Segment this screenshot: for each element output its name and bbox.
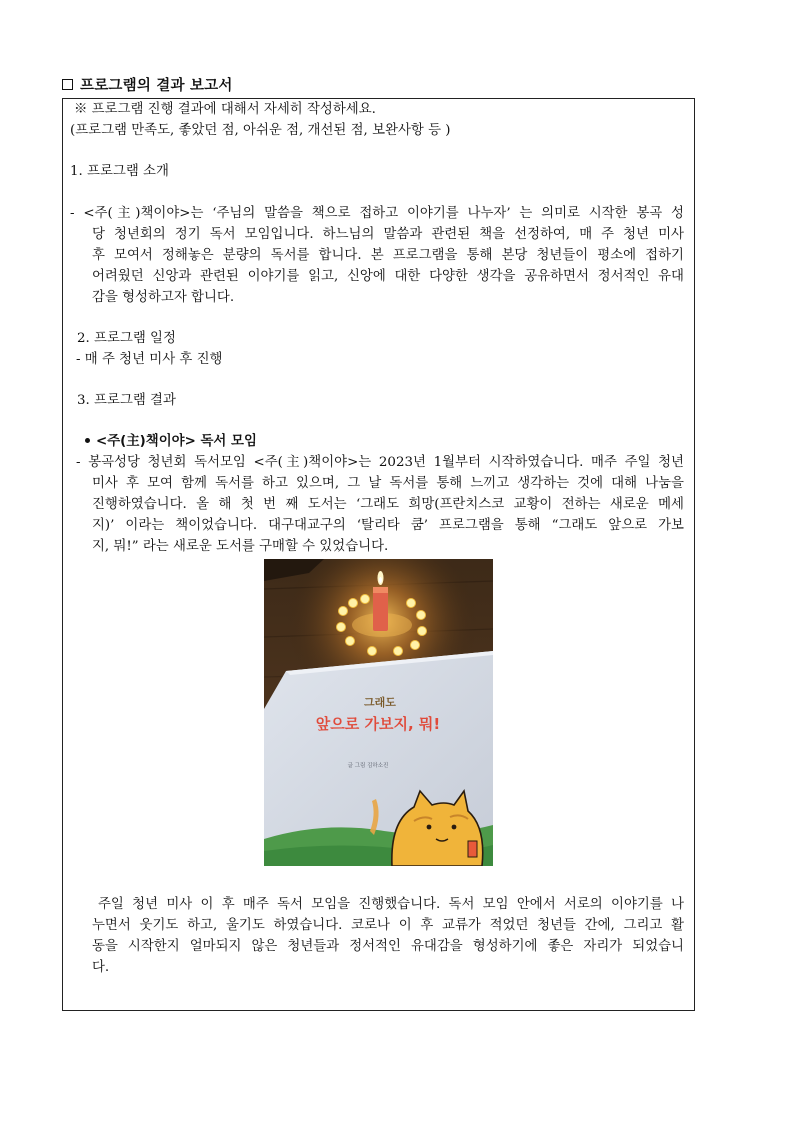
reading-meeting-photo: [264, 559, 493, 866]
bullet-icon: [85, 438, 90, 443]
instruction-line-1: ※ 프로그램 진행 결과에 대해서 자세히 작성하세요.: [74, 102, 376, 117]
section-heading-text: 프로그램의 결과 보고서: [80, 78, 233, 94]
section3-title: 3. 프로그램 결과: [77, 393, 176, 408]
section3-line-2: 미사 후 모여 함께 독서를 하고 있으며, 그 날 독서를 통해 느끼고 생각하는 것에 대해 나눔을: [92, 476, 684, 491]
section3-line-5: 지, 뭐!” 라는 새로운 도서를 구매할 수 있었습니다.: [92, 539, 389, 554]
section1-line-4: 어려웠던 신앙과 관련된 이야기를 읽고, 신앙에 대한 다양한 생각을 공유하면서 정서적인 유대: [92, 269, 684, 284]
instruction-line-2: (프로그램 만족도, 좋았던 점, 아쉬운 점, 개선된 점, 보완사항 등 ): [70, 123, 451, 138]
section3-bullet-text: <주(主)책이야> 독서 모임: [96, 434, 257, 449]
book-title-large: 앞으로 가보지, 뭐!: [315, 715, 441, 733]
section1-title: 1. 프로그램 소개: [70, 164, 169, 179]
book-title-small: 그래도: [364, 696, 396, 709]
closing-line-1: 주일 청년 미사 이 후 매주 독서 모임을 진행했습니다. 독서 모임 안에서 서로의 이야기를 나: [98, 897, 684, 912]
section1-line-1: - <주(主)책이야>는 ‘주님의 말씀을 책으로 접하고 이야기를 나누자’ 는 의미로 시작한 봉곡 성: [70, 206, 684, 221]
book-author: 글 그림 김하소진: [347, 763, 389, 769]
section3-line-4: 지)’ 이라는 책이었습니다. 대구대교구의 ‘탈리타 쿰’ 프로그램을 통해 “그래도 앞으로 가보: [92, 518, 684, 533]
checkbox-icon: [62, 79, 73, 90]
section1-line-5: 감을 형성하고자 합니다.: [92, 290, 235, 305]
section3-bullet: [85, 432, 257, 452]
closing-line-2: 누면서 웃기도 하고, 울기도 하였습니다. 코로나 이 후 교류가 적었던 청년들 간에, 그리고 활: [92, 918, 684, 933]
section3-line-1: - 봉곡성당 청년회 독서모임 <주(主)책이야>는 2023년 1월부터 시작하였습니다. 매주 주일 청년: [76, 455, 684, 470]
section2-title: 2. 프로그램 일정: [77, 331, 176, 346]
closing-line-4: 다.: [92, 960, 110, 975]
section1-line-2: 당 청년회의 정기 독서 모임입니다. 하느님의 말씀과 관련된 책을 선정하여, 매 주 청년 미사: [92, 227, 684, 242]
closing-line-3: 동을 시작한지 얼마되지 않은 청년들과 정서적인 유대감을 형성하기에 좋은 자리가 되었습니: [92, 939, 684, 954]
section3-line-3: 진행하였습니다. 올 해 첫 번 째 도서는 ‘그래도 희망(프란치스코 교황이 전하는 새로운 메세: [92, 497, 684, 512]
section2-detail: - 매 주 청년 미사 후 진행: [76, 352, 223, 367]
section1-line-3: 후 모여서 정해놓은 분량의 독서를 합니다. 본 프로그램을 통해 본당 청년들이 평소에 접하기: [92, 248, 684, 263]
section-heading: [62, 74, 233, 95]
